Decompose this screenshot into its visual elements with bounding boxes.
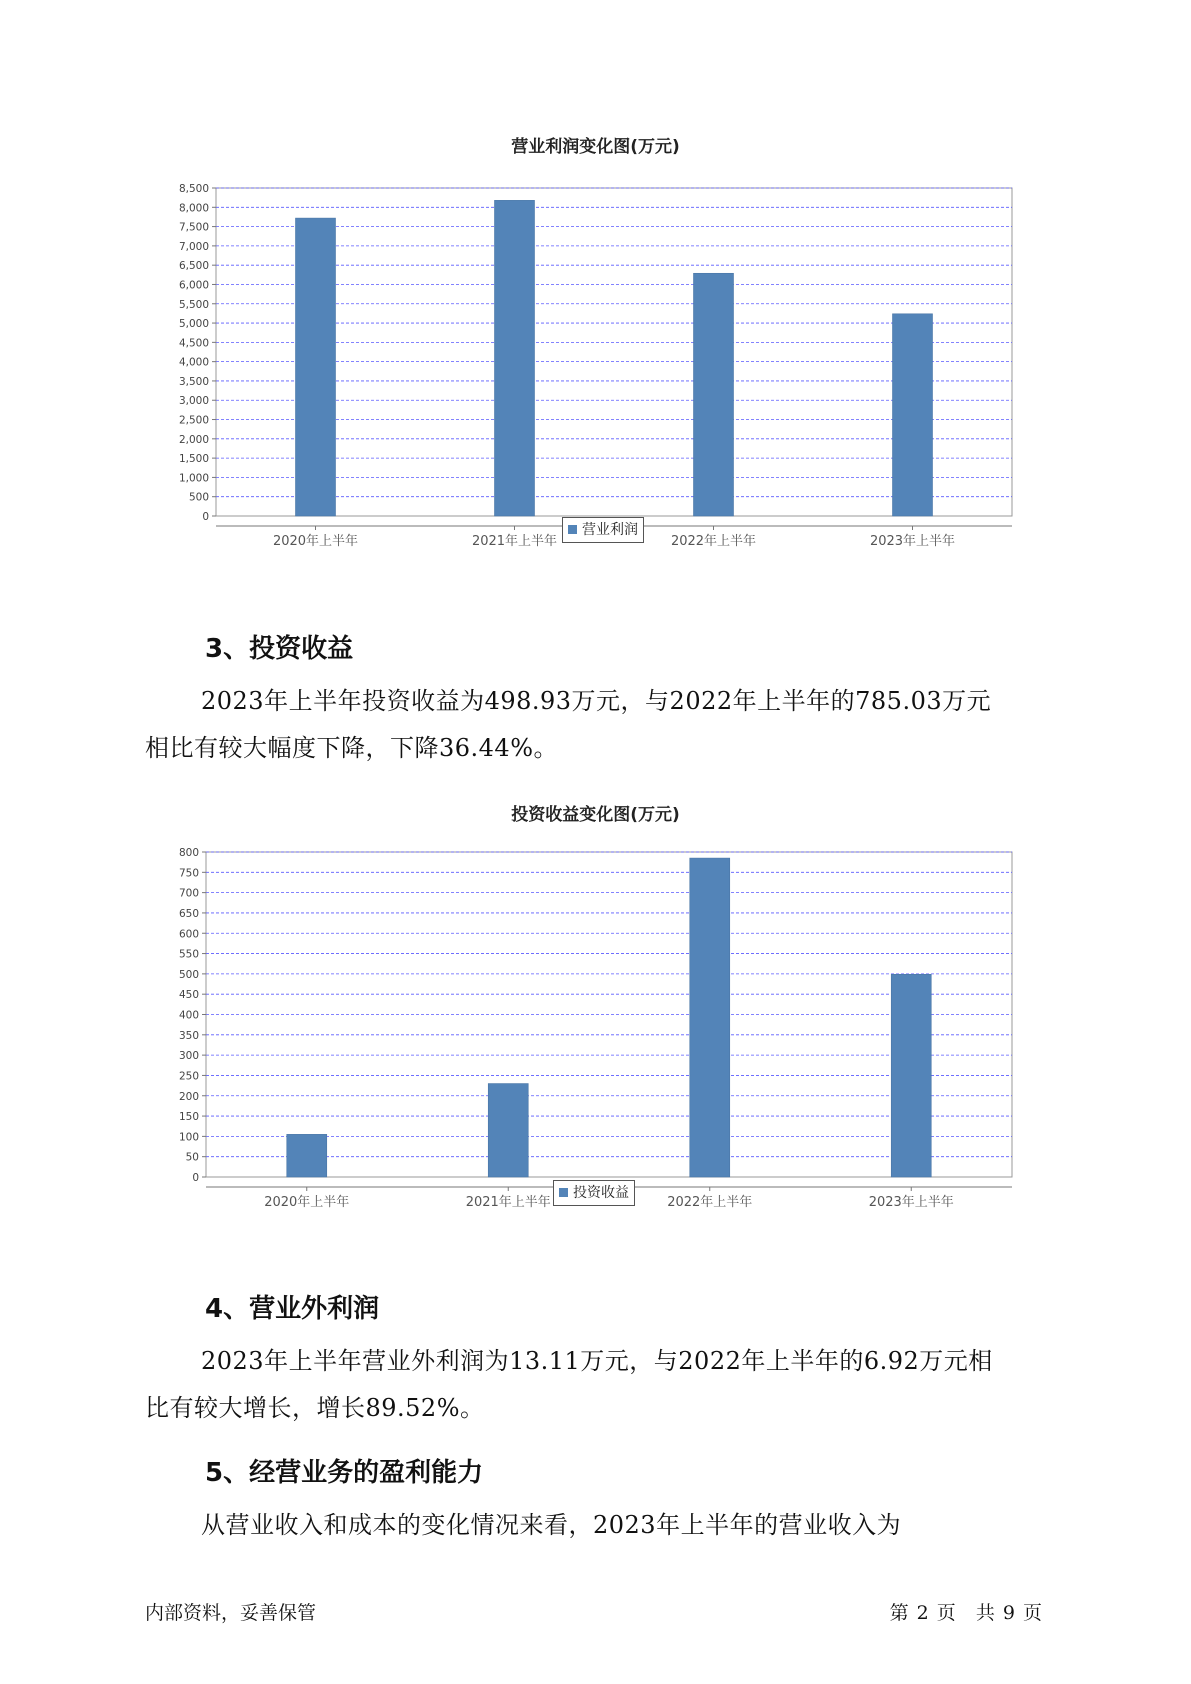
chart-1-title: 营业利润变化图(万元) <box>511 137 680 157</box>
y-tick-label: 300 <box>178 1050 199 1063</box>
y-tick-label: 4,000 <box>178 356 209 369</box>
x-tick-label: 2020年上半年 <box>264 1195 350 1210</box>
y-tick-label: 50 <box>185 1151 199 1164</box>
y-tick-label: 400 <box>178 1009 199 1022</box>
bar-2 <box>495 200 535 516</box>
y-tick-label: 2,500 <box>178 414 209 427</box>
legend-swatch-icon <box>559 1188 568 1197</box>
y-tick-label: 6,500 <box>178 260 209 273</box>
section-4-heading: 4、营业外利润 <box>205 1294 380 1324</box>
y-tick-label: 8,000 <box>178 202 209 215</box>
section-3-line-2: 相比有较大幅度下降，下降36.44%。 <box>145 734 559 762</box>
y-tick-label: 0 <box>192 1172 199 1184</box>
chart-1-legend-label: 营业利润 <box>582 522 638 538</box>
bar-2 <box>488 1084 528 1177</box>
y-tick-label: 3,500 <box>178 375 209 388</box>
x-tick-label: 2023年上半年 <box>869 534 956 549</box>
footer-total-unit: 页 <box>1022 1602 1042 1624</box>
chart-2-title: 投资收益变化图(万元) <box>511 805 680 825</box>
y-tick-label: 1,000 <box>178 472 209 485</box>
chart-1-legend <box>562 517 644 543</box>
footer-page-value: 2 <box>916 1602 929 1624</box>
chart-2-legend <box>553 1180 635 1206</box>
y-tick-label: 1,500 <box>178 453 209 466</box>
bar-4 <box>893 314 933 516</box>
y-tick-label: 350 <box>178 1029 199 1042</box>
x-tick-label: 2023年上半年 <box>868 1195 954 1210</box>
footer-total-value: 9 <box>1002 1602 1015 1624</box>
legend-swatch-icon <box>568 525 577 534</box>
y-tick-label: 7,000 <box>178 240 209 253</box>
footer-total-label: 共 <box>975 1602 995 1624</box>
section-5-line-1: 从营业收入和成本的变化情况来看，2023年上半年的营业收入为 <box>201 1511 902 1539</box>
y-tick-label: 250 <box>178 1070 199 1083</box>
x-tick-label: 2022年上半年 <box>667 1195 753 1210</box>
y-tick-label: 5,500 <box>178 298 209 311</box>
y-tick-label: 150 <box>178 1111 199 1124</box>
y-tick-label: 500 <box>188 491 209 504</box>
x-tick-label: 2021年上半年 <box>465 1195 551 1210</box>
y-tick-label: 5,000 <box>178 318 209 331</box>
x-tick-label: 2022年上半年 <box>670 534 757 549</box>
section-3-paragraph <box>145 678 1060 772</box>
y-tick-label: 700 <box>178 887 199 900</box>
y-tick-label: 800 <box>178 847 199 859</box>
y-tick-label: 450 <box>178 989 199 1002</box>
y-tick-label: 8,500 <box>178 183 209 195</box>
section-5-paragraph <box>145 1502 1060 1549</box>
section-4-paragraph <box>145 1338 1060 1432</box>
y-tick-label: 6,000 <box>178 279 209 292</box>
y-tick-label: 600 <box>178 928 199 941</box>
y-tick-label: 7,500 <box>178 221 209 234</box>
section-3-heading: 3、投资收益 <box>205 634 354 664</box>
footer-confidential-note: 内部资料，妥善保管 <box>145 1602 317 1624</box>
chart-2-legend-label: 投资收益 <box>573 1185 629 1201</box>
footer-page-label: 第 <box>889 1602 909 1624</box>
bar-3 <box>690 858 730 1177</box>
footer-page-number <box>886 1598 1046 1625</box>
bar-1 <box>287 1134 327 1177</box>
y-tick-label: 750 <box>178 867 199 880</box>
y-tick-label: 0 <box>202 511 209 523</box>
y-tick-label: 3,000 <box>178 395 209 408</box>
y-tick-label: 550 <box>178 948 199 961</box>
footer-page-unit: 页 <box>936 1602 956 1624</box>
bar-3 <box>694 273 734 516</box>
section-4-line-1: 2023年上半年营业外利润为13.11万元，与2022年上半年的6.92万元相 <box>201 1347 993 1375</box>
y-tick-label: 650 <box>178 907 199 920</box>
section-3-line-1: 2023年上半年投资收益为498.93万元，与2022年上半年的785.03万元 <box>201 687 992 715</box>
y-tick-label: 2,000 <box>178 433 209 446</box>
bar-1 <box>296 218 336 516</box>
x-tick-label: 2021年上半年 <box>471 534 558 549</box>
y-tick-label: 500 <box>178 968 199 981</box>
section-4-line-2: 比有较大增长，增长89.52%。 <box>145 1394 485 1422</box>
bar-4 <box>891 974 931 1177</box>
y-tick-label: 100 <box>178 1131 199 1144</box>
x-tick-label: 2020年上半年 <box>272 534 359 549</box>
y-tick-label: 200 <box>178 1090 199 1103</box>
y-tick-label: 4,500 <box>178 337 209 350</box>
section-5-heading: 5、经营业务的盈利能力 <box>205 1458 484 1488</box>
